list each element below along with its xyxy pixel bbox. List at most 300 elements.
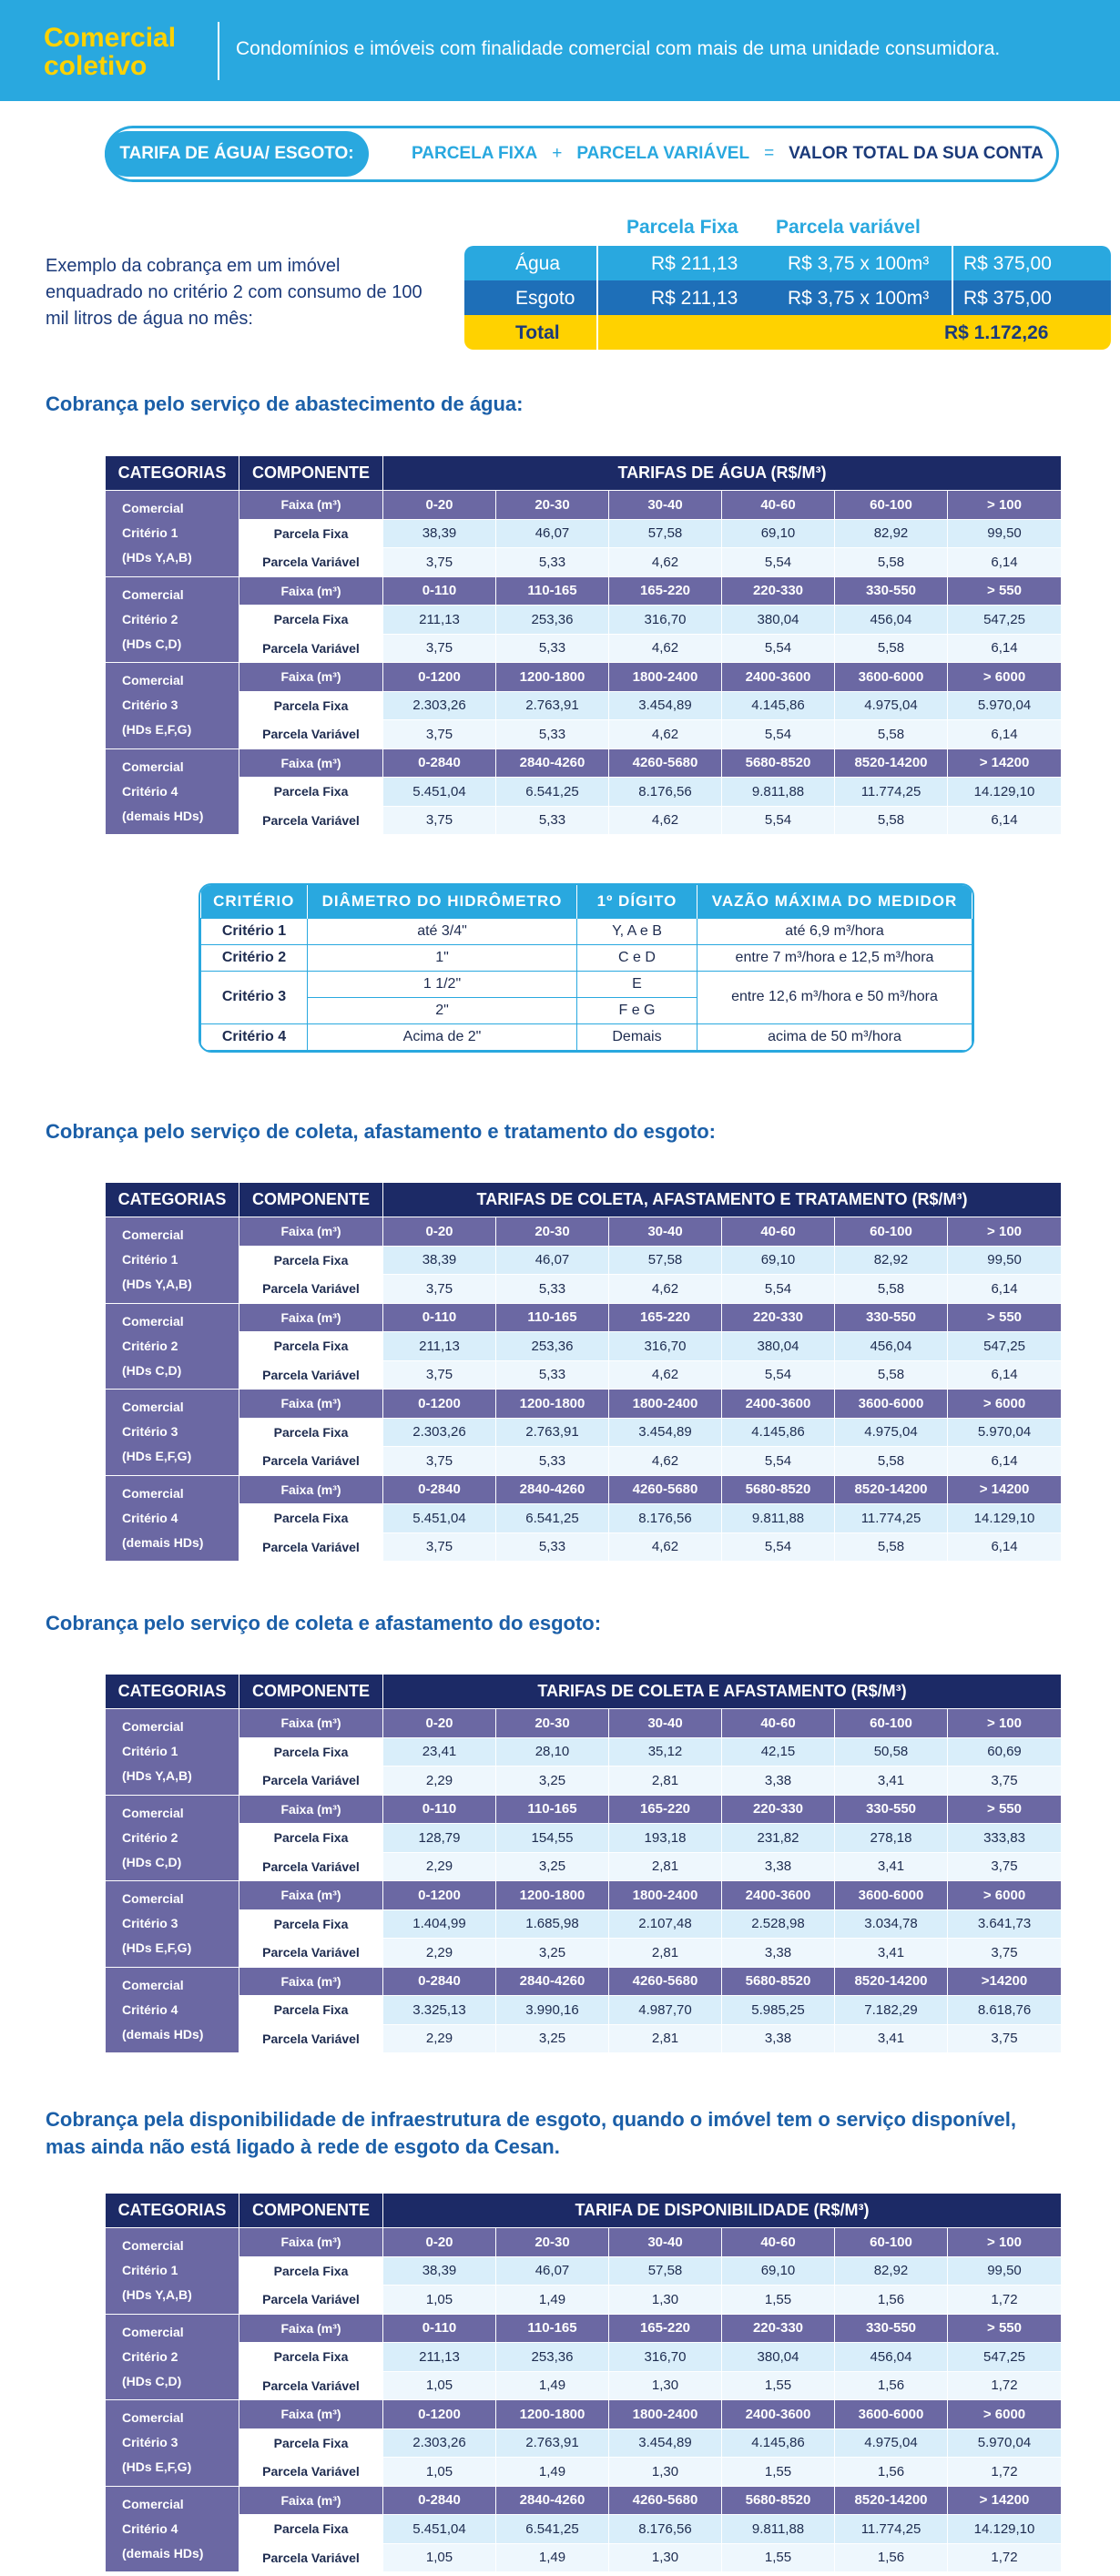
componente-header: COMPONENTE: [239, 1675, 383, 1709]
tariff-value: 547,25: [948, 2343, 1062, 2372]
example-row-variavel: R$ 3,75 x 100m³: [788, 288, 930, 309]
tariff-value: 2,81: [609, 1767, 722, 1796]
component-label: Faixa (m³): [239, 748, 383, 778]
tariff-value: 220-330: [722, 1303, 835, 1332]
criteria-table: [199, 883, 974, 1053]
component-label: Faixa (m³): [239, 1475, 383, 1504]
tariff-value: 5,54: [722, 720, 835, 749]
example-row-variavel: R$ 3,75 x 100m³: [788, 253, 930, 274]
tariff-value: 380,04: [722, 1332, 835, 1361]
tariff-value: 82,92: [835, 1246, 948, 1275]
category-line: (HDs C,D): [122, 636, 182, 651]
tariff-value: 5,58: [835, 1275, 948, 1304]
tariff-value: 0-110: [383, 576, 496, 606]
tariff-value: 7.182,29: [835, 1996, 948, 2025]
category-line: (HDs Y,A,B): [122, 2287, 192, 2303]
tariff-value: 231,82: [722, 1824, 835, 1853]
example-total-label: Total: [515, 322, 560, 343]
criteria-cell: até 6,9 m³/hora: [697, 918, 972, 944]
component-label: Parcela Fixa: [239, 778, 383, 807]
criteria-header: DIÂMETRO DO HIDRÔMETRO: [308, 885, 577, 918]
tariff-value: 2,29: [383, 1767, 496, 1796]
tariff-value: 40-60: [722, 2228, 835, 2257]
tariff-value: 278,18: [835, 1824, 948, 1853]
tariff-value: 1,55: [722, 2458, 835, 2487]
component-label: Parcela Fixa: [239, 691, 383, 720]
criteria-cell: acima de 50 m³/hora: [697, 1023, 972, 1050]
tariff-value: 6,14: [948, 806, 1062, 835]
component-label: Parcela Fixa: [239, 2343, 383, 2372]
tariff-value: 5,33: [496, 720, 609, 749]
component-label: Parcela Variável: [239, 1532, 383, 1562]
formula-equals: =: [764, 144, 775, 163]
tariff-value: 5.970,04: [948, 691, 1062, 720]
tariff-title: TARIFA DE DISPONIBILIDADE (R$/M³): [383, 2194, 1062, 2228]
tariff-value: 5,58: [835, 1447, 948, 1476]
tariff-value: 4260-5680: [609, 2486, 722, 2515]
criteria-cell: 2": [308, 997, 577, 1023]
tariff-value: 3.454,89: [609, 691, 722, 720]
tariff-row-fixa: [106, 1418, 1062, 1447]
tariff-value: 3,38: [722, 1767, 835, 1796]
tariff-value: > 14200: [948, 1475, 1062, 1504]
componente-header: COMPONENTE: [239, 1183, 383, 1217]
tariff-row-faixa: [106, 1217, 1062, 1247]
tariff-value: 28,10: [496, 1737, 609, 1767]
tariff-value: 5,58: [835, 720, 948, 749]
tariff-value: 20-30: [496, 2228, 609, 2257]
tariff-value: 3,75: [383, 548, 496, 577]
category-line: Critério 4: [122, 2001, 178, 2017]
tariff-value: 1800-2400: [609, 1390, 722, 1419]
tariff-row-variavel: [106, 1532, 1062, 1562]
tariff-row-faixa: [106, 2400, 1062, 2429]
tariff-value: 4,62: [609, 806, 722, 835]
tariff-value: > 100: [948, 1217, 1062, 1247]
tariff-value: 1.404,99: [383, 1909, 496, 1939]
component-label: Parcela Variável: [239, 548, 383, 577]
component-label: Faixa (m³): [239, 2228, 383, 2257]
category-line: (HDs Y,A,B): [122, 550, 192, 565]
tariff-value: 5,33: [496, 1360, 609, 1390]
tariff-value: 8520-14200: [835, 748, 948, 778]
category-cell: [106, 1881, 239, 1968]
tariff-row-fixa: [106, 606, 1062, 635]
tariff-value: 1,72: [948, 2543, 1062, 2572]
category-line: Critério 4: [122, 1510, 178, 1525]
tariff-value: 1200-1800: [496, 1390, 609, 1419]
tariff-value: 0-20: [383, 1217, 496, 1247]
tariff-value: 5.451,04: [383, 778, 496, 807]
criteria-cell: Critério 2: [201, 944, 308, 971]
category-line: (HDs Y,A,B): [122, 1277, 192, 1292]
component-label: Faixa (m³): [239, 1303, 383, 1332]
component-label: Faixa (m³): [239, 2314, 383, 2343]
tariff-value: 5.451,04: [383, 1504, 496, 1533]
tariff-value: 1,05: [383, 2543, 496, 2572]
tariff-value: 1,72: [948, 2371, 1062, 2400]
section-title-esgoto-coleta: Cobrança pelo serviço de coleta e afastamento do esgoto:: [46, 1612, 602, 1634]
tariff-value: > 6000: [948, 2400, 1062, 2429]
tariff-value: 456,04: [835, 2343, 948, 2372]
tariff-value: 0-110: [383, 2314, 496, 2343]
tarifa-label: TARIFA DE ÁGUA/ ESGOTO:: [105, 131, 369, 177]
tariff-value: 2.528,98: [722, 1909, 835, 1939]
tariff-value: 2.763,91: [496, 2428, 609, 2458]
tariff-value: 0-20: [383, 491, 496, 520]
tariff-row-fixa: [106, 778, 1062, 807]
tariff-value: 3,75: [383, 1275, 496, 1304]
criteria-header: VAZÃO MÁXIMA DO MEDIDOR: [697, 885, 972, 918]
tariff-value: 8.618,76: [948, 1996, 1062, 2025]
category-cell: [106, 1217, 239, 1304]
tariff-value: 1,05: [383, 2458, 496, 2487]
page-title: [44, 24, 176, 80]
example-row-agua: [464, 246, 1111, 280]
tariff-row-faixa: [106, 1390, 1062, 1419]
tariff-table: [105, 2193, 1062, 2572]
category-cell: [106, 1303, 239, 1390]
tariff-row-fixa: [106, 1909, 1062, 1939]
tariff-value: 3,38: [722, 1852, 835, 1881]
tariff-value: 4.975,04: [835, 1418, 948, 1447]
component-label: Parcela Fixa: [239, 1332, 383, 1361]
tariff-value: 69,10: [722, 1246, 835, 1275]
section-title-line-1: Cobrança pela disponibilidade de infraestrutura de esgoto, quando o imóvel tem o serviço disponível,: [46, 2108, 1016, 2131]
tariff-value: > 550: [948, 2314, 1062, 2343]
category-line: (HDs Y,A,B): [122, 1768, 192, 1784]
component-label: Parcela Variável: [239, 720, 383, 749]
component-label: Parcela Fixa: [239, 1996, 383, 2025]
tariff-value: 2400-3600: [722, 663, 835, 692]
component-label: Parcela Variável: [239, 1275, 383, 1304]
tariff-value: 4.145,86: [722, 691, 835, 720]
tariff-row-faixa: [106, 1881, 1062, 1910]
tariff-value: 38,39: [383, 1246, 496, 1275]
page-subtitle: Condomínios e imóveis com finalidade comercial com mais de uma unidade consumidora.: [236, 38, 1001, 59]
criteria-cell: Demais: [577, 1023, 697, 1050]
categorias-header: CATEGORIAS: [106, 456, 239, 491]
tariff-value: 2.303,26: [383, 2428, 496, 2458]
tariff-value: 57,58: [609, 519, 722, 548]
tariff-value: > 14200: [948, 2486, 1062, 2515]
tariff-value: 8.176,56: [609, 2515, 722, 2544]
tariff-value: > 14200: [948, 748, 1062, 778]
category-line: Comercial: [122, 1227, 184, 1243]
tariff-value: 0-1200: [383, 1881, 496, 1910]
tariff-value: 1,72: [948, 2458, 1062, 2487]
tariff-value: 3,75: [383, 1360, 496, 1390]
tariff-row-fixa: [106, 2515, 1062, 2544]
tariff-table: [105, 1674, 1062, 2053]
section-title-line-2: mas ainda não está ligado à rede de esgoto da Cesan.: [46, 2135, 560, 2158]
tariff-value: 3,75: [383, 720, 496, 749]
tariff-value: 1,30: [609, 2543, 722, 2572]
tariff-value: 3,75: [948, 1852, 1062, 1881]
tariff-value: 3.641,73: [948, 1909, 1062, 1939]
criteria-cell: 1": [308, 944, 577, 971]
tariff-value: 0-1200: [383, 2400, 496, 2429]
tariff-row-fixa: [106, 1824, 1062, 1853]
tariff-value: 99,50: [948, 1246, 1062, 1275]
tariff-row-variavel: [106, 806, 1062, 835]
tariff-value: 4.975,04: [835, 2428, 948, 2458]
tariff-value: 8520-14200: [835, 1967, 948, 1996]
tariff-value: 165-220: [609, 2314, 722, 2343]
tariff-value: 1200-1800: [496, 663, 609, 692]
tariff-value: 2,29: [383, 1939, 496, 1968]
tariff-value: 57,58: [609, 1246, 722, 1275]
tariff-row-faixa: [106, 1795, 1062, 1824]
category-line: Comercial: [122, 501, 184, 516]
tariff-value: 1,49: [496, 2458, 609, 2487]
tariff-value: 3,75: [383, 634, 496, 663]
example-row-fixa: R$ 211,13: [651, 253, 738, 274]
tariff-value: 2400-3600: [722, 1390, 835, 1419]
tariff-value: 330-550: [835, 1303, 948, 1332]
tariff-value: 57,58: [609, 2256, 722, 2286]
component-label: Parcela Fixa: [239, 1737, 383, 1767]
tariff-value: 5,54: [722, 634, 835, 663]
tariff-row-variavel: [106, 2543, 1062, 2572]
tariff-value: 9.811,88: [722, 2515, 835, 2544]
tariff-value: 1,05: [383, 2286, 496, 2315]
tariff-value: 2400-3600: [722, 1881, 835, 1910]
tariff-value: 5,54: [722, 806, 835, 835]
tariff-value: 3.990,16: [496, 1996, 609, 2025]
tariff-value: 5,54: [722, 548, 835, 577]
category-line: Critério 2: [122, 1829, 178, 1845]
tariff-value: 128,79: [383, 1824, 496, 1853]
tariff-row-variavel: [106, 1939, 1062, 1968]
component-label: Faixa (m³): [239, 663, 383, 692]
tariff-value: 211,13: [383, 2343, 496, 2372]
tariff-value: 4,62: [609, 548, 722, 577]
component-label: Parcela Fixa: [239, 1824, 383, 1853]
tariff-row-variavel: [106, 634, 1062, 663]
tariff-value: 6,14: [948, 1532, 1062, 1562]
tariff-value: 4.145,86: [722, 2428, 835, 2458]
tariff-value: 5,58: [835, 548, 948, 577]
tariff-row-fixa: [106, 519, 1062, 548]
tariff-row-variavel: [106, 2286, 1062, 2315]
tariff-row-faixa: [106, 1303, 1062, 1332]
tariff-value: 2.107,48: [609, 1909, 722, 1939]
tariff-value: 1,56: [835, 2458, 948, 2487]
tariff-value: 0-2840: [383, 1475, 496, 1504]
category-line: Critério 2: [122, 2348, 178, 2364]
tariff-value: 5.985,25: [722, 1996, 835, 2025]
criteria-cell: C e D: [577, 944, 697, 971]
category-line: Critério 3: [122, 1424, 178, 1440]
tariff-row-fixa: [106, 1332, 1062, 1361]
tariff-value: 1200-1800: [496, 1881, 609, 1910]
tariff-value: > 100: [948, 491, 1062, 520]
category-line: Critério 1: [122, 525, 178, 541]
tariff-value: 1,30: [609, 2286, 722, 2315]
category-cell: [106, 1390, 239, 1476]
tariff-value: 165-220: [609, 1303, 722, 1332]
formula-parcela-variavel: PARCELA VARIÁVEL: [576, 144, 750, 163]
tariff-value: 0-2840: [383, 748, 496, 778]
tariff-value: 38,39: [383, 519, 496, 548]
component-label: Faixa (m³): [239, 1217, 383, 1247]
criteria-cell: até 3/4": [308, 918, 577, 944]
tariff-value: 6.541,25: [496, 1504, 609, 1533]
tariff-value: 5,58: [835, 1360, 948, 1390]
category-line: Critério 1: [122, 1744, 178, 1759]
tariff-value: 5,54: [722, 1532, 835, 1562]
tariff-value: 4,62: [609, 1275, 722, 1304]
tariff-row-faixa: [106, 576, 1062, 606]
tariff-value: 6,14: [948, 1360, 1062, 1390]
component-label: Parcela Variável: [239, 1360, 383, 1390]
criteria-cell: Acima de 2": [308, 1023, 577, 1050]
tariff-value: 1800-2400: [609, 663, 722, 692]
tariff-value: 9.811,88: [722, 778, 835, 807]
category-cell: [106, 2486, 239, 2572]
tariff-value: 4.987,70: [609, 1996, 722, 2025]
tariff-value: 69,10: [722, 2256, 835, 2286]
component-label: Parcela Fixa: [239, 2428, 383, 2458]
category-line: Comercial: [122, 2496, 184, 2511]
tariff-value: 4,62: [609, 1447, 722, 1476]
tariff-value: 5,58: [835, 806, 948, 835]
category-line: (HDs C,D): [122, 1362, 182, 1378]
tariff-value: 46,07: [496, 519, 609, 548]
tariff-value: 253,36: [496, 606, 609, 635]
tariff-value: 5.970,04: [948, 2428, 1062, 2458]
tariff-value: 333,83: [948, 1824, 1062, 1853]
tariff-value: 5680-8520: [722, 2486, 835, 2515]
tariff-value: 4260-5680: [609, 1967, 722, 1996]
categorias-header: CATEGORIAS: [106, 2194, 239, 2228]
category-cell: [106, 2228, 239, 2315]
tariff-value: 3.325,13: [383, 1996, 496, 2025]
category-line: (HDs E,F,G): [122, 2459, 192, 2475]
category-cell: [106, 2314, 239, 2400]
tariff-row-fixa: [106, 1246, 1062, 1275]
tariff-value: 30-40: [609, 2228, 722, 2257]
tariff-value: 5,33: [496, 548, 609, 577]
tariff-value: 2400-3600: [722, 2400, 835, 2429]
tariff-row-faixa: [106, 748, 1062, 778]
tariff-value: > 6000: [948, 1390, 1062, 1419]
tariff-title: TARIFAS DE COLETA E AFASTAMENTO (R$/M³): [383, 1675, 1062, 1709]
criteria-cell: entre 7 m³/hora e 12,5 m³/hora: [697, 944, 972, 971]
tariff-row-variavel: [106, 1852, 1062, 1881]
tariff-value: 316,70: [609, 1332, 722, 1361]
tariff-value: 11.774,25: [835, 2515, 948, 2544]
tariff-value: 5.970,04: [948, 1418, 1062, 1447]
tariff-value: 3.454,89: [609, 2428, 722, 2458]
tariff-value: 211,13: [383, 606, 496, 635]
category-line: Comercial: [122, 2410, 184, 2426]
tariff-value: 14.129,10: [948, 1504, 1062, 1533]
category-line: Comercial: [122, 1719, 184, 1735]
tariff-value: 4,62: [609, 1532, 722, 1562]
criteria-header: CRITÉRIO: [201, 885, 308, 918]
category-cell: [106, 1475, 239, 1562]
component-label: Parcela Variável: [239, 2024, 383, 2053]
tariff-value: 380,04: [722, 2343, 835, 2372]
tariff-value: 5,58: [835, 634, 948, 663]
tariff-value: 6,14: [948, 1275, 1062, 1304]
tariff-value: 20-30: [496, 1217, 609, 1247]
example-description: Exemplo da cobrança em um imóvel enquadrado no critério 2 com consumo de 100 mil litros de água no mês:: [46, 256, 423, 329]
tariff-title: TARIFAS DE COLETA, AFASTAMENTO E TRATAMENTO (R$/M³): [383, 1183, 1062, 1217]
tariff-value: 8520-14200: [835, 2486, 948, 2515]
header-divider: [218, 22, 219, 80]
tariff-value: 69,10: [722, 519, 835, 548]
tariff-row-variavel: [106, 2458, 1062, 2487]
tariff-value: 253,36: [496, 2343, 609, 2372]
tariff-value: 9.811,88: [722, 1504, 835, 1533]
tariff-value: 330-550: [835, 1795, 948, 1824]
tariff-value: 2840-4260: [496, 1475, 609, 1504]
tariff-row-fixa: [106, 2428, 1062, 2458]
component-label: Parcela Variável: [239, 1767, 383, 1796]
category-line: Critério 4: [122, 2520, 178, 2536]
tariff-row-fixa: [106, 1504, 1062, 1533]
tariff-value: 1.685,98: [496, 1909, 609, 1939]
tariff-row-fixa: [106, 2256, 1062, 2286]
category-line: (demais HDs): [122, 808, 204, 823]
example-row-total-sum: [464, 315, 1111, 350]
tariff-row-variavel: [106, 1360, 1062, 1390]
criteria-row: [201, 971, 972, 997]
category-line: (HDs C,D): [122, 1854, 182, 1869]
criteria-cell: F e G: [577, 997, 697, 1023]
tariff-value: 0-110: [383, 1303, 496, 1332]
tariff-row-variavel: [106, 720, 1062, 749]
tariff-value: 60-100: [835, 2228, 948, 2257]
tariff-value: 4.975,04: [835, 691, 948, 720]
section-title-esgoto-tratamento: Cobrança pelo serviço de coleta, afastamento e tratamento do esgoto:: [46, 1120, 716, 1143]
category-line: Comercial: [122, 586, 184, 602]
tariff-value: 1,30: [609, 2371, 722, 2400]
tariff-value: 3,41: [835, 1852, 948, 1881]
category-line: Critério 2: [122, 611, 178, 626]
tariff-value: 3,41: [835, 2024, 948, 2053]
tariff-value: 3,38: [722, 2024, 835, 2053]
tariff-row-fixa: [106, 1996, 1062, 2025]
section-title-disponibilidade: [46, 2106, 1016, 2161]
tariff-value: 5,54: [722, 1360, 835, 1390]
category-cell: [106, 1795, 239, 1881]
tariff-value: 6,14: [948, 634, 1062, 663]
tariff-row-fixa: [106, 1737, 1062, 1767]
tariff-value: 1,30: [609, 2458, 722, 2487]
tariff-header-row: [106, 2194, 1062, 2228]
category-line: (demais HDs): [122, 2545, 204, 2561]
categorias-header: CATEGORIAS: [106, 1675, 239, 1709]
component-label: Parcela Fixa: [239, 1246, 383, 1275]
tariff-value: 1,72: [948, 2286, 1062, 2315]
tariff-value: 3600-6000: [835, 663, 948, 692]
tariff-value: 30-40: [609, 491, 722, 520]
component-label: Faixa (m³): [239, 1967, 383, 1996]
tariff-value: 6.541,25: [496, 778, 609, 807]
tariff-header-row: [106, 1675, 1062, 1709]
tariff-value: 0-20: [383, 2228, 496, 2257]
tariff-value: 3,25: [496, 1852, 609, 1881]
component-label: Parcela Fixa: [239, 2515, 383, 2544]
tariff-value: 3,41: [835, 1939, 948, 1968]
tariff-table: [105, 455, 1062, 835]
component-label: Parcela Variável: [239, 634, 383, 663]
tariff-row-faixa: [106, 663, 1062, 692]
